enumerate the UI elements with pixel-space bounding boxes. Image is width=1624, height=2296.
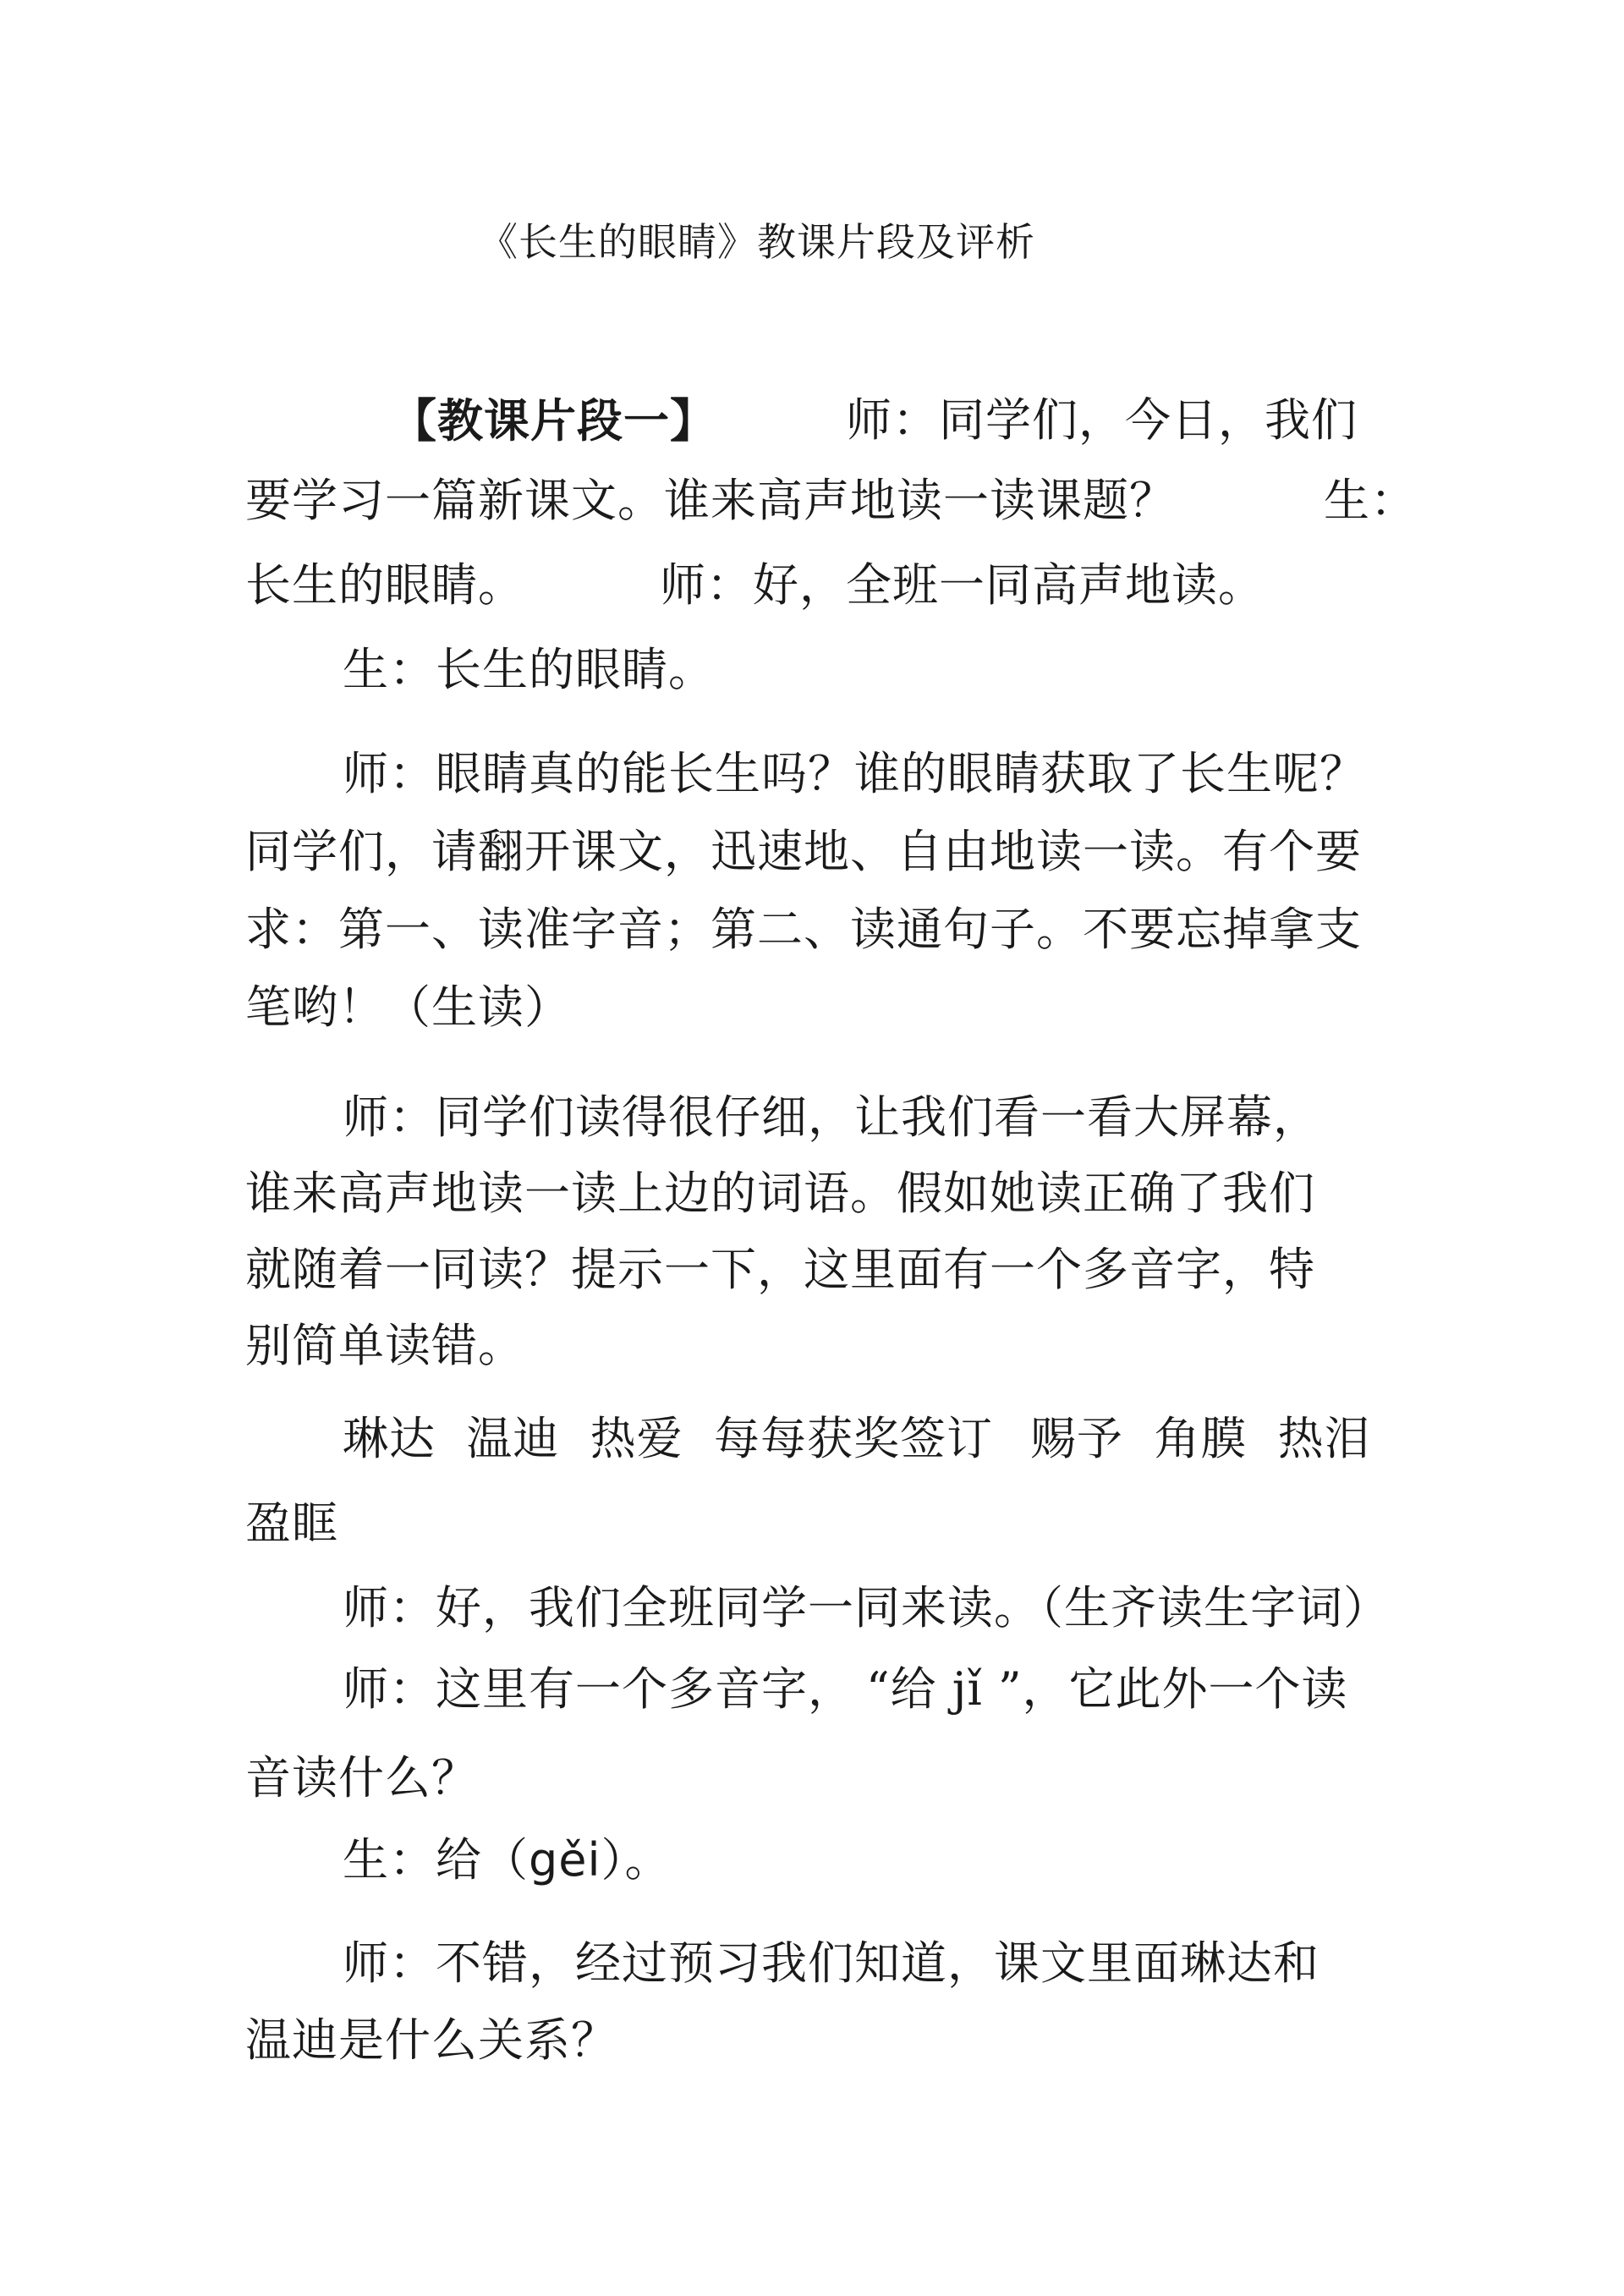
- paragraph-line: “给 jǐ ”，它此外一个读: [866, 1662, 1348, 1716]
- section-heading: 【教课片段一】: [391, 393, 716, 448]
- paragraph-line: 要学习一篇新课文。谁来高声地读一读课题？: [245, 474, 1176, 527]
- paragraph-line: 师：眼睛真的能长生吗？谁的眼睛获取了长生呢？: [343, 747, 1366, 800]
- vocabulary-line: 赐予 角膜 热泪: [1030, 1412, 1371, 1465]
- paragraph-line: 就随着一同读？提示一下，这里面有一个多音字，特: [245, 1243, 1315, 1296]
- paragraph-line: 温迪是什么关系？: [245, 2013, 617, 2067]
- paragraph-line: 音读什么？: [245, 1751, 478, 1804]
- paragraph-line: 求：第一、读准字音；第二、读通句子。不要忘掉拿支: [245, 903, 1362, 956]
- paragraph-line: 生：: [1324, 474, 1417, 527]
- paragraph-line: 师：不错，经过预习我们知道，课文里面琳达和: [343, 1936, 1320, 1990]
- document-title: 《长生的眼睛》教课片段及评析: [479, 219, 1035, 265]
- paragraph-line: [343, 1833, 672, 1887]
- paragraph-line: 师：这里有一个多音字，: [343, 1662, 854, 1716]
- paragraph-line: 师：好，全班一同高声地读。: [660, 558, 1265, 612]
- pinyin-text: gěi: [529, 1833, 601, 1887]
- paragraph-line: 师：同学们读得很仔细，让我们看一看大屏幕，: [343, 1090, 1320, 1144]
- paragraph-line: 长生的眼睛。: [245, 558, 524, 612]
- vocabulary-line: 琳达 温迪 热爱 每每获奖签订: [343, 1412, 993, 1465]
- paragraph-line: 师：好，我们全班同学一同来读。（生齐读生字词）: [343, 1581, 1390, 1634]
- paragraph-line: 生：长生的眼睛。: [343, 643, 715, 696]
- paragraph-line: 师：同学们，今日，我们: [846, 393, 1358, 447]
- paragraph-line: 同学们，请翻开课文，迅速地、自由地读一读。有个要: [245, 825, 1362, 878]
- answer-prefix: 生：给（: [343, 1833, 529, 1887]
- vocabulary-line: 盈眶: [245, 1497, 338, 1550]
- answer-suffix: ）。: [601, 1833, 672, 1887]
- paragraph-line: 别简单读错。: [245, 1319, 524, 1372]
- paragraph-line: 笔哟！（生读）: [245, 980, 571, 1034]
- paragraph-line: 谁来高声地读一读上边的词语。假如她读正确了我们: [245, 1167, 1315, 1220]
